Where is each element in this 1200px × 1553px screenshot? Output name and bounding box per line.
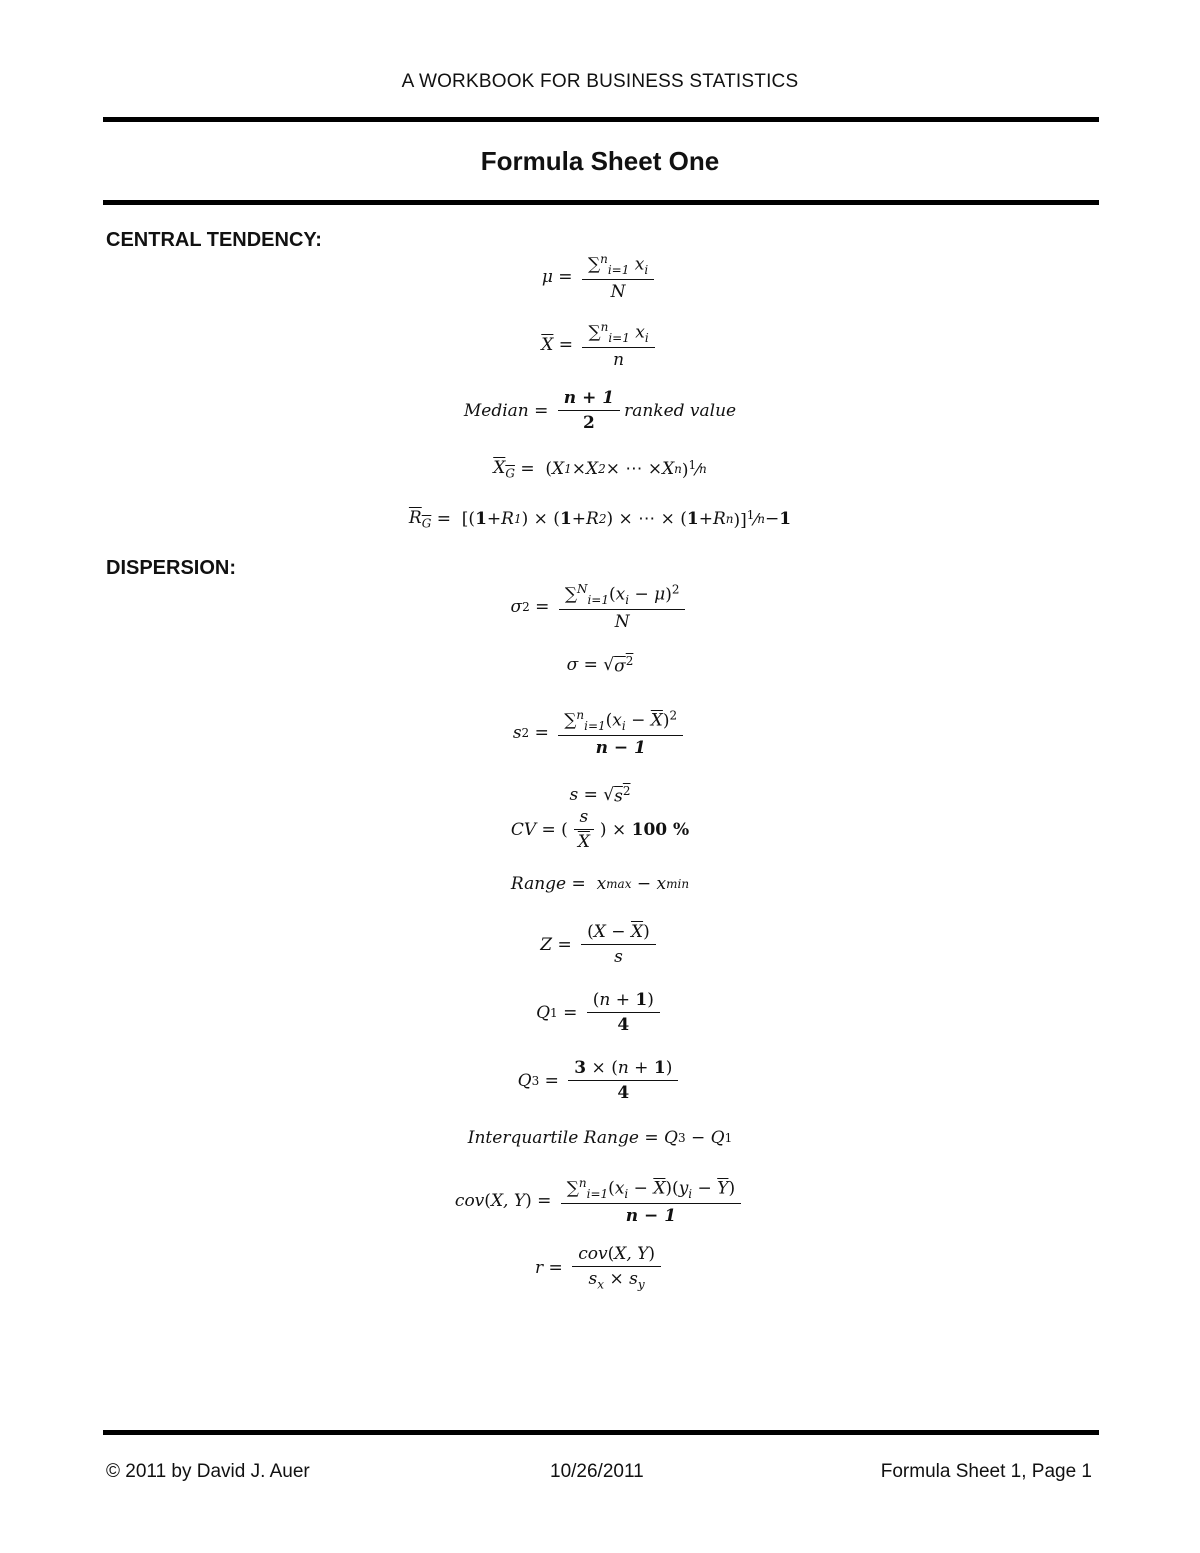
footer-copyright: © 2011 by David J. Auer — [106, 1461, 310, 1482]
top-rule — [103, 117, 1099, 122]
page-title: Formula Sheet One — [480, 146, 720, 176]
formula-population-sd: σ = √ $\sigma^2$ — [566, 654, 634, 677]
formula-range: Range = x max − x min — [510, 874, 690, 894]
formula-z-score: Z = $\frac{(X - \overline{X})}{s}$ — [0, 922, 1200, 968]
formula-correlation: r = $\frac{\text{cov(X, Y)}}{s_x \times s_y}$ — [0, 1244, 1200, 1292]
title-rule — [103, 200, 1099, 205]
formula-population-mean: μ = $\frac{\sum^n_{i=1} x_i}{N}$ — [0, 252, 1200, 303]
formula-covariance: cov ( X, Y ) = $\frac{\sum^n_{i=1}(x_i - \overline{X})(y_i - \overline{Y})}{n - 1}$ — [0, 1176, 1200, 1227]
formula-iqr: Interquartile Range = Q 3 − Q 1 — [467, 1128, 733, 1148]
running-head: A WORKBOOK FOR BUSINESS STATISTICS — [401, 71, 799, 92]
section-dispersion: DISPERSION: — [106, 557, 237, 579]
footer-rule — [103, 1430, 1099, 1435]
formula-geometric-mean: $X_G$ = ( X 1 × X 2 × ⋯ × X n )$^1$⁄ n — [493, 458, 707, 481]
formula-median: Median = $\frac{n + 1}{2}$ ranked value — [463, 388, 737, 434]
formula-sample-mean: $\overline{X}$ = $\frac{\sum^n_{i=1} x_i}{n}$ — [0, 320, 1200, 371]
formula-q1: Q 1 = $\frac{(n + 1)}{4}$ — [0, 990, 1200, 1036]
footer-page: Formula Sheet 1, Page 1 — [880, 1461, 1092, 1482]
section-central-tendency: CENTRAL TENDENCY: — [106, 229, 322, 251]
formula-cv: CV = ( $\frac{s}{X}$ ) × 100 % — [510, 807, 690, 853]
formula-sample-variance: s 2 = $\frac{\sum^n_{i=1}(x_i - \overline{X})^2}{n - 1}$ — [0, 708, 1200, 759]
formula-q3: Q 3 = $\frac{3 \times (n + 1)}{4}$ — [0, 1058, 1200, 1104]
formula-sample-sd: s = √ $s^2$ — [569, 784, 631, 807]
formula-population-variance: σ 2 = $\frac{\sum^N_{i=1}(x_i - \mu)^2}{N}$ — [0, 582, 1200, 633]
formula-geometric-rate: $R_G$ = [( 1 + R 1 ) × ( 1 + R 2 ) × ⋯ × ( 1 + R n )]$^1$⁄ n − 1 — [408, 508, 792, 531]
footer-date: 10/26/2011 — [550, 1461, 644, 1482]
